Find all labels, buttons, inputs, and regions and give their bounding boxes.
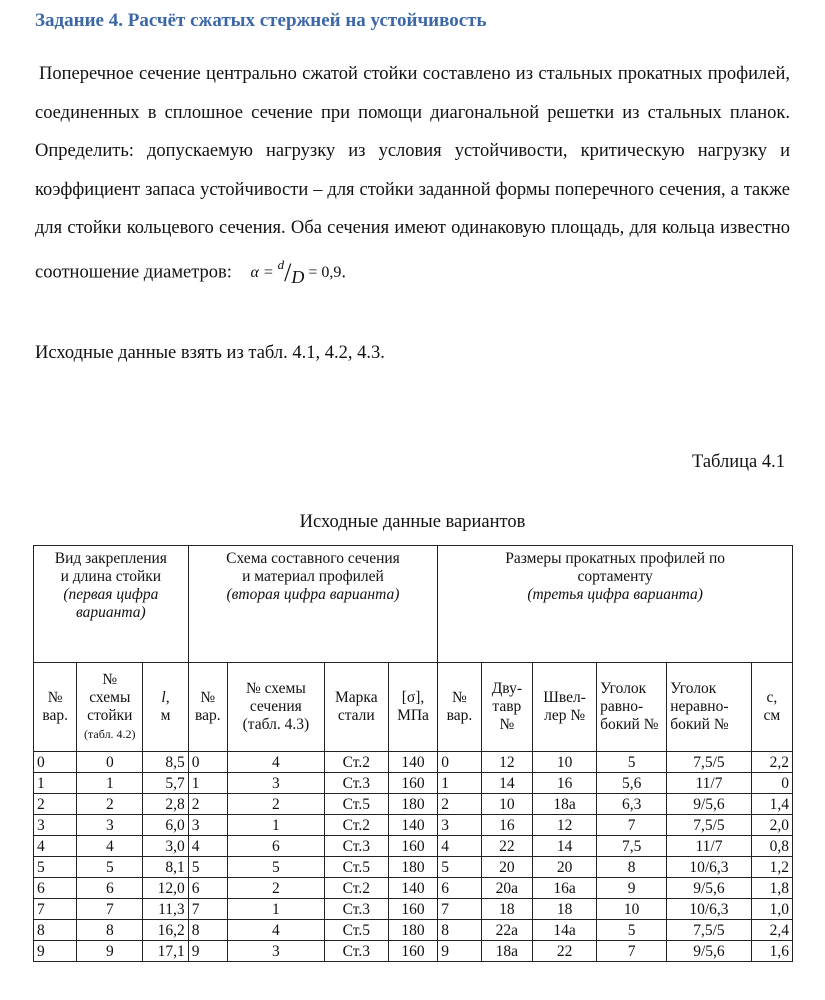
cell-channel: 16 bbox=[533, 773, 597, 794]
cell-channel: 12 bbox=[533, 815, 597, 836]
cell-allowable-stress: 180 bbox=[388, 920, 438, 941]
cell-length: 5,7 bbox=[143, 773, 188, 794]
diameter-ratio-formula bbox=[250, 256, 342, 287]
cell-var-1: 5 bbox=[34, 857, 77, 878]
cell-scheme-section: 3 bbox=[227, 941, 324, 962]
cell-scheme-stand: 9 bbox=[77, 941, 143, 962]
cell-ibeam: 22 bbox=[481, 836, 533, 857]
cell-angle-equal: 5,6 bbox=[597, 773, 667, 794]
cell-allowable-stress: 160 bbox=[388, 836, 438, 857]
cell-angle-equal: 10 bbox=[597, 899, 667, 920]
cell-scheme-section: 4 bbox=[227, 920, 324, 941]
cell-length: 2,8 bbox=[143, 794, 188, 815]
cell-angle-equal: 7 bbox=[597, 815, 667, 836]
cell-angle-unequal: 7,5/5 bbox=[667, 752, 752, 773]
col-var-1: № вар. bbox=[34, 663, 77, 752]
cell-var-3: 3 bbox=[438, 815, 481, 836]
cell-angle-equal: 7,5 bbox=[597, 836, 667, 857]
cell-length: 6,0 bbox=[143, 815, 188, 836]
cell-length: 8,5 bbox=[143, 752, 188, 773]
table-row bbox=[34, 794, 793, 815]
cell-var-3: 0 bbox=[438, 752, 481, 773]
cell-scheme-stand: 8 bbox=[77, 920, 143, 941]
formula-lhs: α = bbox=[250, 263, 278, 281]
cell-angle-unequal: 11/7 bbox=[667, 836, 752, 857]
cell-var-2: 6 bbox=[188, 878, 227, 899]
cell-angle-equal: 5 bbox=[597, 920, 667, 941]
col-length: l, м bbox=[143, 663, 188, 752]
table-row bbox=[34, 773, 793, 794]
cell-scheme-section: 4 bbox=[227, 752, 324, 773]
cell-var-2: 9 bbox=[188, 941, 227, 962]
cell-scheme-stand: 2 bbox=[77, 794, 143, 815]
cell-var-1: 1 bbox=[34, 773, 77, 794]
col-c: с, см bbox=[751, 663, 792, 752]
cell-var-1: 3 bbox=[34, 815, 77, 836]
cell-scheme-stand: 0 bbox=[77, 752, 143, 773]
cell-ibeam: 18 bbox=[481, 899, 533, 920]
group-header-fixing: Вид закрепления и длина стойки (первая цифра варианта) bbox=[34, 546, 189, 663]
cell-var-2: 2 bbox=[188, 794, 227, 815]
cell-ibeam: 14 bbox=[481, 773, 533, 794]
cell-var-3: 5 bbox=[438, 857, 481, 878]
cell-scheme-stand: 3 bbox=[77, 815, 143, 836]
formula-rhs: = 0,9 bbox=[304, 263, 342, 281]
cell-c: 1,6 bbox=[751, 941, 792, 962]
cell-length: 12,0 bbox=[143, 878, 188, 899]
cell-allowable-stress: 160 bbox=[388, 941, 438, 962]
cell-scheme-section: 6 bbox=[227, 836, 324, 857]
cell-allowable-stress: 160 bbox=[388, 773, 438, 794]
cell-var-2: 7 bbox=[188, 899, 227, 920]
cell-scheme-section: 1 bbox=[227, 899, 324, 920]
col-var-3: № вар. bbox=[438, 663, 481, 752]
cell-length: 11,3 bbox=[143, 899, 188, 920]
col-allowable-stress: [σ], МПа bbox=[388, 663, 438, 752]
cell-var-2: 4 bbox=[188, 836, 227, 857]
group-header-profiles: Размеры прокатных профилей по сортаменту (третья цифра варианта) bbox=[438, 546, 793, 663]
cell-channel: 10 bbox=[533, 752, 597, 773]
cell-steel-grade: Ст.5 bbox=[324, 920, 388, 941]
cell-angle-unequal: 9/5,6 bbox=[667, 878, 752, 899]
cell-steel-grade: Ст.3 bbox=[324, 773, 388, 794]
cell-c: 1,2 bbox=[751, 857, 792, 878]
group-header-section: Схема составного сечения и материал профилей (вторая цифра варианта) bbox=[188, 546, 438, 663]
cell-steel-grade: Ст.2 bbox=[324, 815, 388, 836]
table-body bbox=[34, 752, 793, 962]
cell-var-3: 6 bbox=[438, 878, 481, 899]
cell-allowable-stress: 140 bbox=[388, 815, 438, 836]
cell-c: 2,0 bbox=[751, 815, 792, 836]
cell-scheme-section: 1 bbox=[227, 815, 324, 836]
cell-angle-unequal: 10/6,3 bbox=[667, 899, 752, 920]
cell-var-3: 1 bbox=[438, 773, 481, 794]
cell-angle-unequal: 11/7 bbox=[667, 773, 752, 794]
cell-length: 17,1 bbox=[143, 941, 188, 962]
cell-ibeam: 20 bbox=[481, 857, 533, 878]
cell-ibeam: 16 bbox=[481, 815, 533, 836]
cell-var-2: 3 bbox=[188, 815, 227, 836]
formula-end: . bbox=[341, 261, 347, 282]
cell-steel-grade: Ст.5 bbox=[324, 794, 388, 815]
cell-angle-equal: 9 bbox=[597, 878, 667, 899]
cell-var-1: 0 bbox=[34, 752, 77, 773]
table-row bbox=[34, 815, 793, 836]
cell-c: 0 bbox=[751, 773, 792, 794]
cell-angle-unequal: 9/5,6 bbox=[667, 941, 752, 962]
cell-scheme-stand: 6 bbox=[77, 878, 143, 899]
cell-angle-equal: 6,3 bbox=[597, 794, 667, 815]
cell-steel-grade: Ст.3 bbox=[324, 899, 388, 920]
cell-var-2: 1 bbox=[188, 773, 227, 794]
cell-length: 8,1 bbox=[143, 857, 188, 878]
cell-steel-grade: Ст.5 bbox=[324, 857, 388, 878]
cell-ibeam: 12 bbox=[481, 752, 533, 773]
cell-channel: 20 bbox=[533, 857, 597, 878]
cell-var-2: 5 bbox=[188, 857, 227, 878]
description-text: Поперечное сечение центрально сжатой стойки составлено из стальных прокатных профилей, соединенных в сплошное сечение при помощи диагональной решетки из стальных планок. Определить: допускаемую нагрузку из условия устойчивости, критическую нагрузку и коэффициент запаса устойчивости – для стойки заданной формы поперечного сечения, а также для стойки кольцевого сечения. Оба сечения имеют одинаковую площадь, для кольца известно соотношение диаметров: bbox=[35, 64, 790, 282]
cell-angle-unequal: 7,5/5 bbox=[667, 920, 752, 941]
cell-angle-equal: 7 bbox=[597, 941, 667, 962]
cell-var-1: 4 bbox=[34, 836, 77, 857]
cell-channel: 18а bbox=[533, 794, 597, 815]
cell-scheme-stand: 1 bbox=[77, 773, 143, 794]
table-row bbox=[34, 752, 793, 773]
cell-scheme-stand: 5 bbox=[77, 857, 143, 878]
cell-scheme-section: 5 bbox=[227, 857, 324, 878]
cell-var-3: 2 bbox=[438, 794, 481, 815]
cell-steel-grade: Ст.2 bbox=[324, 878, 388, 899]
cell-scheme-section: 2 bbox=[227, 794, 324, 815]
cell-var-1: 8 bbox=[34, 920, 77, 941]
table-row bbox=[34, 941, 793, 962]
cell-var-3: 8 bbox=[438, 920, 481, 941]
task-title: Задание 4. Расчёт сжатых стержней на устойчивость bbox=[35, 10, 487, 31]
cell-scheme-stand: 7 bbox=[77, 899, 143, 920]
cell-var-1: 7 bbox=[34, 899, 77, 920]
cell-allowable-stress: 180 bbox=[388, 857, 438, 878]
cell-var-1: 9 bbox=[34, 941, 77, 962]
cell-channel: 14а bbox=[533, 920, 597, 941]
cell-allowable-stress: 160 bbox=[388, 899, 438, 920]
cell-channel: 22 bbox=[533, 941, 597, 962]
table-row bbox=[34, 857, 793, 878]
cell-var-3: 4 bbox=[438, 836, 481, 857]
formula-slash: / bbox=[284, 257, 292, 287]
col-steel-grade: Марка стали bbox=[324, 663, 388, 752]
cell-length: 3,0 bbox=[143, 836, 188, 857]
cell-length: 16,2 bbox=[143, 920, 188, 941]
col-channel: Швел- лер № bbox=[533, 663, 597, 752]
cell-var-2: 0 bbox=[188, 752, 227, 773]
table-number: Таблица 4.1 bbox=[692, 452, 785, 472]
cell-allowable-stress: 140 bbox=[388, 878, 438, 899]
cell-c: 1,4 bbox=[751, 794, 792, 815]
cell-angle-unequal: 9/5,6 bbox=[667, 794, 752, 815]
cell-channel: 16а bbox=[533, 878, 597, 899]
cell-angle-unequal: 10/6,3 bbox=[667, 857, 752, 878]
cell-allowable-stress: 140 bbox=[388, 752, 438, 773]
cell-channel: 18 bbox=[533, 899, 597, 920]
cell-scheme-section: 3 bbox=[227, 773, 324, 794]
cell-var-1: 2 bbox=[34, 794, 77, 815]
cell-steel-grade: Ст.3 bbox=[324, 941, 388, 962]
cell-steel-grade: Ст.2 bbox=[324, 752, 388, 773]
col-scheme-section: № схемы сечения (табл. 4.3) bbox=[227, 663, 324, 752]
cell-angle-equal: 8 bbox=[597, 857, 667, 878]
table-caption: Исходные данные вариантов bbox=[299, 512, 526, 532]
col-angle-equal: Уголок равно- бокий № bbox=[597, 663, 667, 752]
cell-scheme-section: 2 bbox=[227, 878, 324, 899]
cell-scheme-stand: 4 bbox=[77, 836, 143, 857]
cell-c: 2,4 bbox=[751, 920, 792, 941]
formula-denominator: D bbox=[291, 266, 305, 287]
cell-angle-unequal: 7,5/5 bbox=[667, 815, 752, 836]
cell-allowable-stress: 180 bbox=[388, 794, 438, 815]
col-var-2: № вар. bbox=[188, 663, 227, 752]
source-line: Исходные данные взять из табл. 4.1, 4.2, 4.3. bbox=[35, 343, 385, 363]
cell-ibeam: 10 bbox=[481, 794, 533, 815]
variants-table bbox=[33, 545, 793, 962]
cell-c: 2,2 bbox=[751, 752, 792, 773]
cell-c: 1,0 bbox=[751, 899, 792, 920]
table-row bbox=[34, 878, 793, 899]
cell-c: 0,8 bbox=[751, 836, 792, 857]
col-scheme-stand: № схемы стойки (табл. 4.2) bbox=[77, 663, 143, 752]
cell-ibeam: 22а bbox=[481, 920, 533, 941]
cell-ibeam: 20а bbox=[481, 878, 533, 899]
cell-c: 1,8 bbox=[751, 878, 792, 899]
task-description bbox=[35, 55, 790, 292]
cell-steel-grade: Ст.3 bbox=[324, 836, 388, 857]
cell-ibeam: 18а bbox=[481, 941, 533, 962]
cell-var-1: 6 bbox=[34, 878, 77, 899]
cell-var-3: 9 bbox=[438, 941, 481, 962]
table-row bbox=[34, 836, 793, 857]
cell-angle-equal: 5 bbox=[597, 752, 667, 773]
cell-var-3: 7 bbox=[438, 899, 481, 920]
table-row bbox=[34, 899, 793, 920]
table-row bbox=[34, 920, 793, 941]
col-angle-unequal: Уголок неравно- бокий № bbox=[667, 663, 752, 752]
cell-channel: 14 bbox=[533, 836, 597, 857]
cell-var-2: 8 bbox=[188, 920, 227, 941]
col-ibeam: Дву- тавр № bbox=[481, 663, 533, 752]
formula-numerator: d bbox=[277, 256, 285, 272]
